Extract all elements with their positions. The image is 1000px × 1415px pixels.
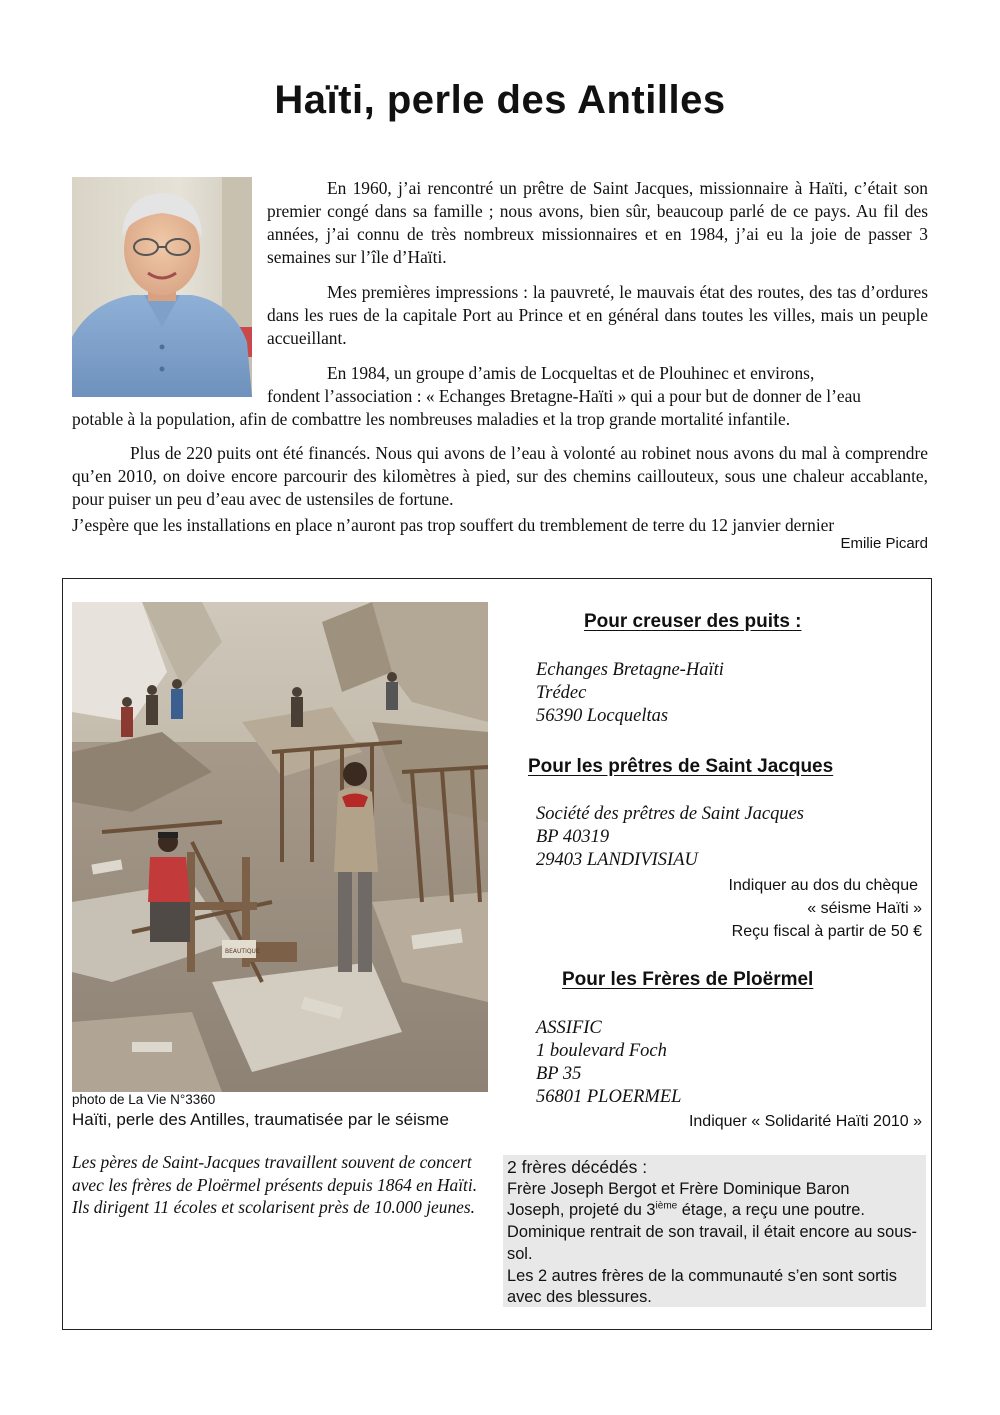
debris-sign-text: BEAUTIQUE — [225, 948, 260, 955]
address-line: 56390 Locqueltas — [536, 706, 669, 726]
intro-paragraph-3-line-1: En 1984, un groupe d’amis de Locqueltas et de Plouhinec et environs, — [327, 363, 815, 383]
section-heading-puits: Pour creuser des puits : — [584, 611, 802, 632]
intro-paragraph-3-line-2: fondent l’association : « Echanges Bretagne-Haïti » qui a pour but de donner de l’eau — [267, 386, 861, 406]
floor-superscript: ième — [655, 1200, 678, 1212]
intro-paragraph-1: En 1960, j’ai rencontré un prêtre de Saint Jacques, missionnaire à Haïti, c’était son premier congé dans sa famille ; nous avons, bien sûr, beaucoup parlé de ce pays. Au fil des années, j’ai connu de très nombreux missionnaires et en 1984, j’ai eu la joie de passer 3 semaines sur l’île d’Haïti. — [267, 178, 928, 267]
deceased-others: Les 2 autres frères de la communauté s’en sont sortis avec des blessures. — [507, 1266, 897, 1307]
left-note-line-2: Ils dirigent 11 écoles et scolarisent près de 10.000 jeunes. — [72, 1197, 475, 1218]
ploermel-instructions — [689, 1110, 922, 1133]
address-line: 1 boulevard Foch — [536, 1041, 667, 1061]
author-signature: Emilie Picard — [840, 535, 928, 552]
deceased-dominique: Dominique rentrait de son travail, il était encore au sous-sol. — [507, 1223, 917, 1263]
earthquake-photo — [72, 602, 488, 1092]
photo-credit: photo de La Vie N°3360 — [72, 1092, 216, 1107]
cheque-instructions — [729, 874, 922, 943]
portrait-photo — [72, 177, 252, 397]
page-title: Haïti, perle des Antilles — [274, 78, 726, 122]
address-line: Echanges Bretagne-Haïti — [536, 660, 724, 680]
address-line: ASSIFIC — [536, 1018, 602, 1038]
intro-paragraph-3-line-3: potable à la population, afin de combattre les nombreuses maladies et la trop grande mortalité infantile. — [72, 409, 791, 429]
left-note-line-1: Les pères de Saint-Jacques travaillent souvent de concert avec les frères de Ploërmel présents depuis 1864 en Haïti. — [72, 1152, 478, 1195]
instruction-line: Reçu fiscal à partir de 50 € — [731, 923, 922, 940]
left-note — [72, 1151, 490, 1219]
instruction-line: Indiquer « Solidarité Haïti 2010 » — [688, 1113, 922, 1130]
deceased-names: Frère Joseph Bergot et Frère Dominique Baron — [507, 1179, 850, 1198]
address-line: BP 40319 — [536, 827, 610, 847]
intro-paragraph-5: J’espère que les installations en place n’auront pas trop souffert du tremblement de terre du 12 janvier dernier — [72, 515, 835, 535]
joseph-text: Joseph, projeté du 3 — [507, 1201, 656, 1220]
intro-paragraph-4: Plus de 220 puits ont été financés. Nous qui avons de l’eau à volonté au robinet nous avons du mal à comprendre qu’en 2010, on doive encore parcourir des kilomètres à pied, sur des chemins caillouteux, sous une chaleur accablante, pour puiser un peu d’eau avec de ustensiles de fortune. — [72, 443, 928, 509]
intro-paragraph-2: Mes premières impressions : la pauvreté, le mauvais état des routes, des tas d’ordures dans les rues de la capitale Port au Prince et en général dans toutes les villes, mais un peuple accueillant. — [267, 282, 928, 348]
instruction-line: « séisme Haïti » — [807, 900, 922, 917]
section-heading-ploermel: Pour les Frères de Ploërmel — [562, 969, 814, 990]
photo-caption: Haïti, perle des Antilles, traumatisée par le séisme — [72, 1110, 450, 1129]
deceased-joseph — [507, 1200, 922, 1222]
address-puits — [536, 659, 724, 728]
address-line: Société des prêtres de Saint Jacques — [536, 804, 804, 824]
address-line: Trédec — [536, 683, 587, 703]
address-saint-jacques — [536, 803, 804, 872]
joseph-text-end: étage, a reçu une poutre. — [677, 1201, 865, 1220]
address-ploermel — [536, 1017, 681, 1109]
address-line: BP 35 — [536, 1064, 582, 1084]
deceased-heading: 2 frères décédés : — [507, 1157, 648, 1177]
deceased-notice — [503, 1155, 926, 1307]
section-heading-saint-jacques: Pour les prêtres de Saint Jacques — [528, 756, 834, 777]
instruction-line: Indiquer au dos du chèque — [728, 877, 918, 894]
address-line: 56801 PLOERMEL — [536, 1087, 682, 1107]
address-line: 29403 LANDIVISIAU — [536, 850, 698, 870]
